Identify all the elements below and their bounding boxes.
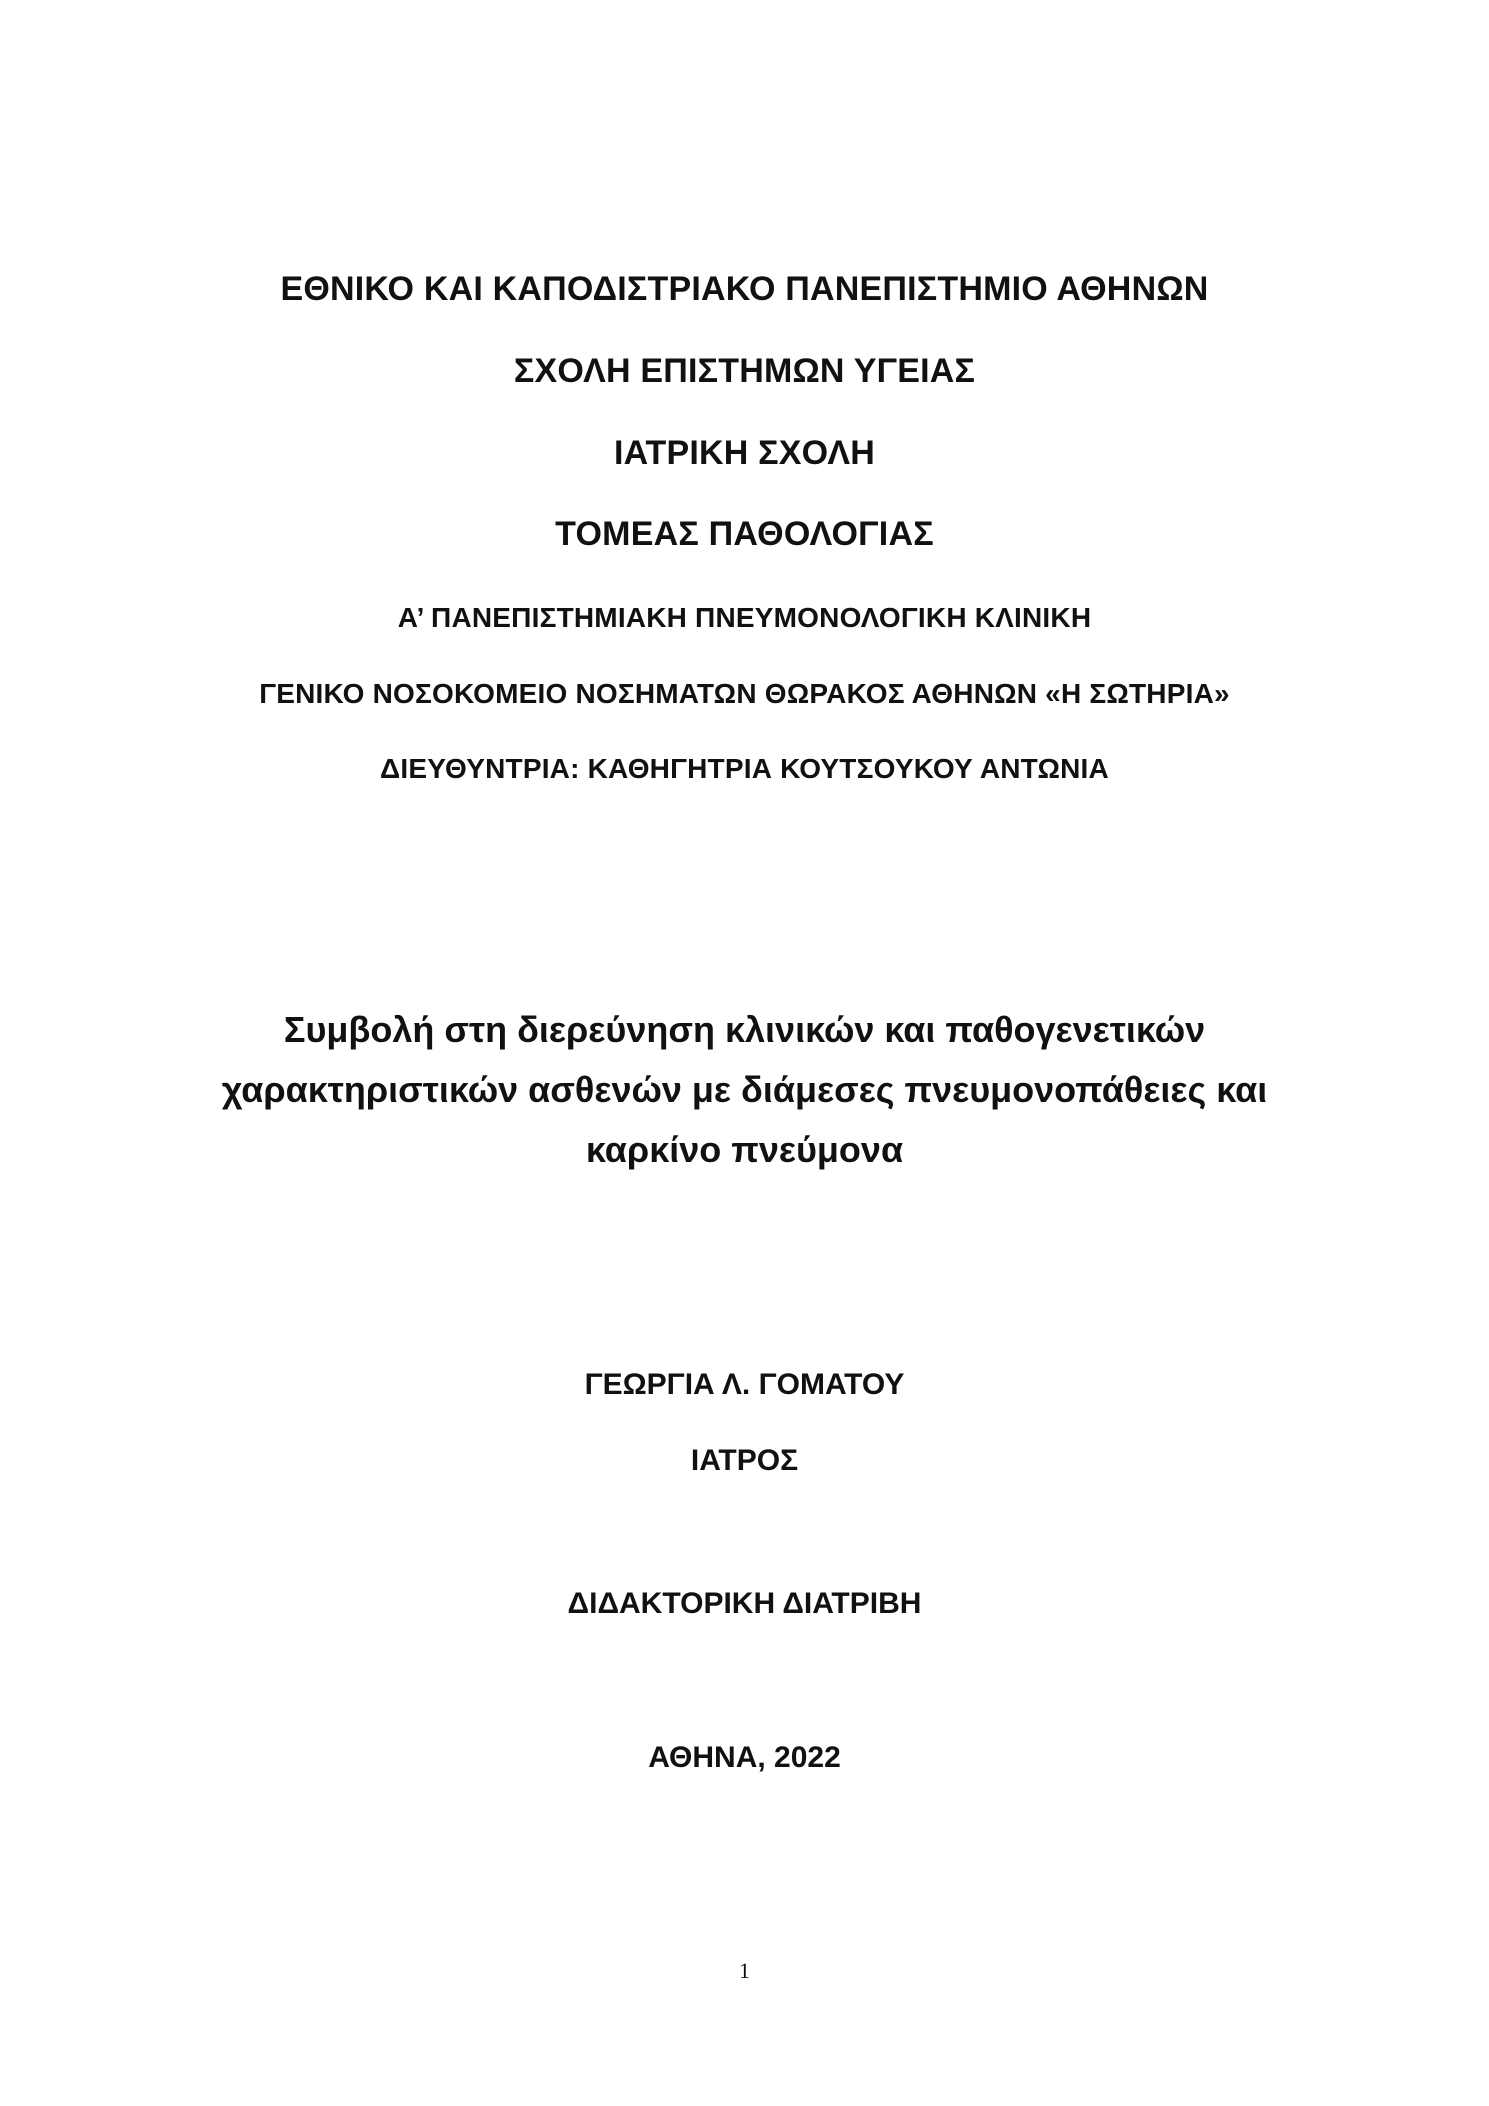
author-name: ΓΕΩΡΓΙΑ Λ. ΓΟΜΑΤΟΥ (584, 1368, 905, 1401)
thesis-title-line-3: καρκίνο πνεύμονα (585, 1129, 904, 1170)
faculty-name: ΙΑΤΡΙΚΗ ΣΧΟΛΗ (613, 434, 876, 472)
clinic-name: Α’ ΠΑΝΕΠΙΣΤΗΜΙΑΚΗ ΠΝΕΥΜΟΝΟΛΟΓΙΚΗ ΚΛΙΝΙΚΗ (397, 602, 1092, 633)
page-number: 1 (739, 1958, 750, 1983)
thesis-title-line-1: Συμβολή στη διερεύνηση κλινικών και παθογενετικών (283, 1009, 1206, 1050)
sector-name: ΤΟΜΕΑΣ ΠΑΘΟΛΟΓΙΑΣ (555, 515, 934, 553)
thesis-title (0, 1000, 1489, 1180)
university-name: ΕΘΝΙΚΟ ΚΑΙ ΚΑΠΟΔΙΣΤΡΙΑΚΟ ΠΑΝΕΠΙΣΤΗΜΙΟ ΑΘΗΝΩΝ (280, 270, 1209, 308)
director-line: ΔΙΕΥΘΥΝΤΡΙΑ: ΚΑΘΗΓΗΤΡΙΑ ΚΟΥΤΣΟΥΚΟΥ ΑΝΤΩΝΙΑ (380, 753, 1109, 784)
hospital-name: ΓΕΝΙΚΟ ΝΟΣΟΚΟΜΕΙΟ ΝΟΣΗΜΑΤΩΝ ΘΩΡΑΚΟΣ ΑΘΗΝΩΝ «Η ΣΩΤΗΡΙΑ» (259, 678, 1230, 709)
thesis-title-line-2: χαρακτηριστικών ασθενών με διάμεσες πνευμονοπάθειες και (221, 1069, 1268, 1110)
author-profession: ΙΑΤΡΟΣ (690, 1444, 799, 1477)
document-type: ΔΙΔΑΚΤΟΡΙΚΗ ΔΙΑΤΡΙΒΗ (567, 1587, 922, 1620)
school-name: ΣΧΟΛΗ ΕΠΙΣΤΗΜΩΝ ΥΓΕΙΑΣ (513, 352, 976, 390)
place-date: ΑΘΗΝΑ, 2022 (648, 1741, 841, 1774)
